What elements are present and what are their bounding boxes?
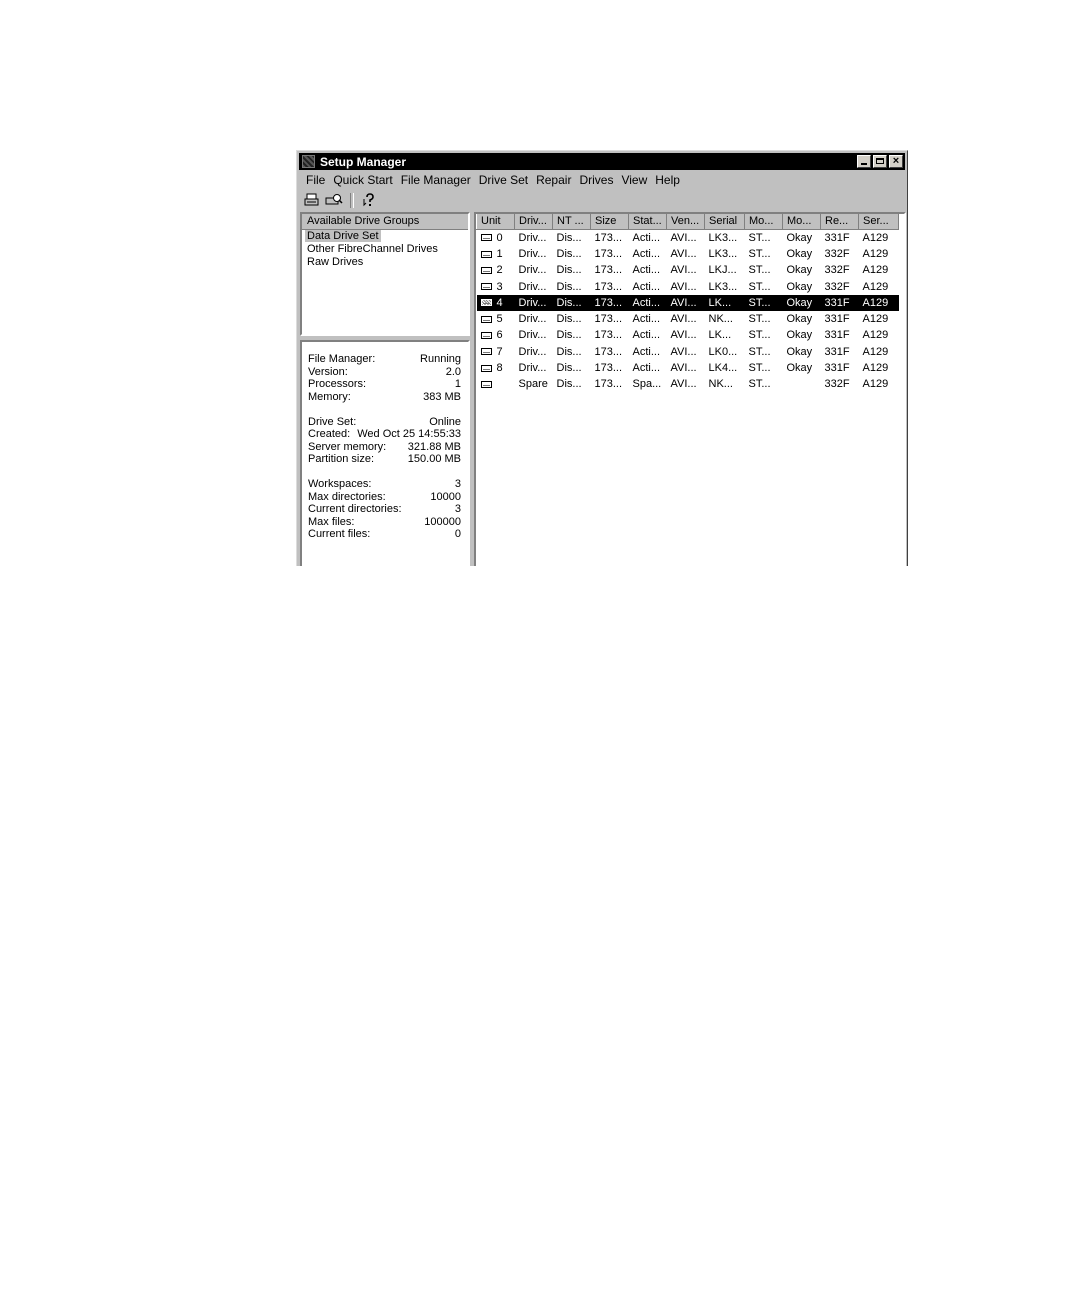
drive-row[interactable]: [477, 246, 899, 262]
drive-cell: Dis...: [556, 329, 582, 342]
drive-cell: 331F: [824, 313, 850, 326]
drive-unit-cell: [477, 327, 515, 343]
drive-cell: LK...: [705, 295, 745, 311]
drive-cell: A129: [862, 313, 889, 326]
drive-cell: 331F: [824, 345, 850, 358]
drive-icon: [481, 299, 492, 306]
menu-file[interactable]: [303, 173, 330, 189]
info-label: Processors:: [308, 378, 367, 390]
drive-cell: A129: [859, 295, 899, 311]
drive-cell: A129: [862, 264, 889, 277]
drive-cell: AVI...: [667, 295, 705, 311]
menu-label: Help: [655, 173, 680, 187]
drive-cell: AVI...: [670, 231, 697, 244]
column-header[interactable]: Re...: [821, 214, 859, 229]
drive-cell: Driv...: [518, 247, 547, 260]
drives-list-pane: [474, 212, 906, 566]
drive-cell: Okay: [786, 231, 813, 244]
drive-cell: LK3...: [708, 247, 738, 260]
drive-unit-cell: [477, 311, 515, 327]
column-header[interactable]: Unit: [477, 214, 515, 229]
drive-cell: Driv...: [518, 329, 547, 342]
menu-repair[interactable]: [533, 173, 576, 189]
info-value: 383 MB: [423, 390, 461, 403]
info-value: Running: [420, 353, 461, 365]
toolbar: [303, 191, 379, 209]
info-value: Wed Oct 25 14:55:33: [357, 428, 461, 440]
drive-cell: 173...: [594, 313, 623, 326]
drive-row[interactable]: [477, 262, 899, 278]
info-value: 0: [454, 528, 461, 540]
info-spacer: [308, 403, 461, 416]
info-row: [308, 503, 461, 516]
info-label: Drive Set:: [308, 415, 357, 428]
info-value: Online: [429, 415, 461, 428]
info-row: [308, 453, 461, 466]
help-pointer-icon[interactable]: [361, 192, 379, 208]
drive-cell: ST...: [748, 280, 771, 293]
drive-unit-label: 4: [496, 296, 503, 309]
menu-label: File: [306, 173, 326, 187]
drive-cell: AVI...: [670, 247, 697, 260]
drive-cell: 331F: [821, 295, 859, 311]
column-header[interactable]: Mo...: [783, 214, 821, 229]
drive-cell: Okay: [783, 295, 821, 311]
column-header[interactable]: Size: [591, 214, 629, 229]
menu-label: View: [621, 173, 648, 187]
drive-cell: Dis...: [556, 231, 582, 244]
drive-cell: Okay: [786, 313, 813, 326]
info-label: Version:: [308, 365, 348, 378]
drive-cell: LKJ...: [708, 264, 737, 277]
drive-cell: 173...: [594, 329, 623, 342]
drive-unit-label: 7: [496, 345, 503, 358]
drive-cell: LK0...: [708, 345, 738, 358]
drive-unit-cell: [477, 344, 515, 360]
drive-unit-label: 0: [496, 231, 503, 244]
drive-cell: Driv...: [518, 280, 547, 293]
drive-cell: Driv...: [515, 295, 553, 311]
drive-cell: Okay: [786, 345, 813, 358]
drive-cell: 331F: [824, 231, 850, 244]
drive-unit-cell: [477, 229, 515, 246]
drive-cell: 173...: [591, 295, 629, 311]
drive-cell: NK...: [708, 313, 733, 326]
info-value: 100000: [424, 515, 461, 528]
drive-row[interactable]: [477, 344, 899, 360]
info-row: [308, 516, 461, 529]
menu-bar: [303, 173, 685, 189]
drive-cell: Acti...: [632, 280, 661, 293]
column-header[interactable]: Ven...: [667, 214, 705, 229]
drive-cell: LK3...: [708, 231, 738, 244]
drive-cell: A129: [862, 345, 889, 358]
drive-cell: Spare: [518, 378, 548, 391]
drive-cell: A129: [862, 329, 889, 342]
drive-groups-pane: [300, 212, 470, 336]
drives-table: [476, 214, 899, 392]
drive-icon: [481, 267, 492, 274]
drive-cell: Acti...: [632, 264, 661, 277]
drive-cell: ST...: [748, 231, 771, 244]
drive-unit-label: 2: [496, 264, 503, 277]
column-header[interactable]: Stat...: [629, 214, 667, 229]
info-label: Max directories:: [308, 490, 386, 503]
drive-groups-list: [305, 230, 468, 269]
info-label: Workspaces:: [308, 478, 372, 490]
column-header[interactable]: Driv...: [515, 214, 553, 229]
drive-cell: 173...: [594, 378, 623, 391]
drive-cell: LK4...: [708, 362, 738, 375]
drive-cell: Okay: [786, 280, 813, 293]
drive-cell: 173...: [594, 231, 623, 244]
drive-unit-cell: [477, 246, 515, 262]
drive-cell: Acti...: [629, 295, 667, 311]
info-label: File Manager:: [308, 353, 376, 365]
drive-group-item[interactable]: [305, 243, 468, 256]
drive-cell: LK...: [708, 329, 732, 342]
drive-cell: ST...: [748, 264, 771, 277]
drive-cell: ST...: [748, 345, 771, 358]
menu-quick-start[interactable]: [330, 173, 397, 189]
drive-row[interactable]: [477, 360, 899, 376]
drive-unit-cell: [477, 295, 515, 311]
drive-cell: Dis...: [556, 247, 582, 260]
info-row: [308, 353, 461, 366]
drive-icon: [481, 283, 492, 290]
drive-cell: AVI...: [670, 264, 697, 277]
menu-drives[interactable]: [576, 173, 618, 189]
column-header[interactable]: Mo...: [745, 214, 783, 229]
info-label: Current files:: [308, 528, 371, 540]
drive-cell: Dis...: [556, 378, 582, 391]
drive-cell: A129: [862, 362, 889, 375]
drive-cell: Acti...: [632, 345, 661, 358]
drive-icon: [481, 332, 492, 339]
info-row: [308, 366, 461, 379]
drive-unit-cell: [477, 360, 515, 376]
info-label: Server memory:: [308, 440, 387, 453]
drive-cell: Driv...: [518, 231, 547, 244]
info-label: Memory:: [308, 390, 351, 403]
drive-cell: A129: [862, 231, 889, 244]
drive-unit-label: 8: [496, 362, 503, 375]
drive-cell: [783, 376, 821, 392]
drive-icon: [481, 348, 492, 355]
window-controls: [857, 155, 903, 168]
info-value: 321.88 MB: [407, 440, 461, 453]
drive-row[interactable]: [477, 295, 899, 311]
drive-cell: 331F: [824, 362, 850, 375]
drive-cell: ST...: [748, 329, 771, 342]
menu-view[interactable]: [618, 173, 652, 189]
drive-row[interactable]: [477, 311, 899, 327]
drive-cell: 332F: [824, 247, 850, 260]
drive-cell: Acti...: [632, 329, 661, 342]
column-header[interactable]: NT ...: [553, 214, 591, 229]
drive-cell: Acti...: [632, 231, 661, 244]
drive-icon: [481, 316, 492, 323]
menu-help[interactable]: [652, 173, 685, 189]
drive-icon: [481, 234, 492, 241]
drive-cell: Driv...: [518, 345, 547, 358]
drive-cell: AVI...: [670, 280, 697, 293]
drive-cell: NK...: [708, 378, 733, 391]
drive-cell: ST...: [748, 378, 771, 391]
drive-cell: A129: [862, 378, 889, 391]
drive-unit-label: 5: [496, 313, 503, 326]
drive-icon: [481, 251, 492, 258]
info-row: [308, 441, 461, 454]
info-label: Current directories:: [308, 503, 402, 515]
drive-cell: 173...: [594, 345, 623, 358]
app-icon: [302, 155, 315, 168]
drive-cell: Acti...: [632, 313, 661, 326]
drive-cell: A129: [862, 280, 889, 293]
drive-cell: Dis...: [553, 295, 591, 311]
drive-cell: Dis...: [556, 362, 582, 375]
info-label: Created:: [308, 428, 351, 440]
menu-file-manager[interactable]: [398, 173, 476, 189]
minimize-button[interactable]: [857, 155, 871, 168]
drive-row[interactable]: [477, 278, 899, 294]
info-row: [308, 378, 461, 391]
info-spacer: [308, 466, 461, 479]
drive-unit-cell: [477, 262, 515, 278]
drive-unit-cell: [477, 278, 515, 294]
window-title: Setup Manager: [320, 155, 407, 169]
drive-unit-cell: [477, 376, 515, 392]
print-preview-icon[interactable]: [325, 192, 343, 208]
drive-group-label: Other FibreChannel Drives: [307, 243, 438, 255]
drive-row[interactable]: [477, 229, 899, 246]
drive-set-info-pane: [300, 340, 470, 566]
drive-group-label: Raw Drives: [307, 256, 364, 268]
close-button[interactable]: ×: [889, 155, 903, 168]
drive-cell: ST...: [748, 362, 771, 375]
drive-unit-label: 3: [496, 280, 503, 293]
drive-unit-label: 1: [496, 247, 503, 260]
drive-cell: AVI...: [670, 362, 697, 375]
drive-cell: 331F: [824, 329, 850, 342]
menu-label: Drive Set: [478, 173, 529, 187]
drive-cell: 332F: [824, 264, 850, 277]
info-value: 3: [454, 503, 461, 515]
drive-cell: ST...: [748, 247, 771, 260]
print-icon[interactable]: [303, 192, 321, 208]
info-row: [308, 491, 461, 504]
drive-cell: AVI...: [670, 329, 697, 342]
drive-cell: Dis...: [556, 264, 582, 277]
toolbar-separator: [350, 193, 354, 208]
drive-cell: Dis...: [556, 280, 582, 293]
drive-cell: LK3...: [708, 280, 738, 293]
drive-group-item[interactable]: [305, 230, 468, 243]
setup-manager-window: [296, 150, 908, 566]
drive-unit-label: 6: [496, 329, 503, 342]
drive-cell: ST...: [748, 313, 771, 326]
column-header[interactable]: Ser...: [859, 214, 899, 229]
maximize-button[interactable]: [873, 155, 887, 168]
drive-cell: Okay: [786, 362, 813, 375]
drive-icon: [481, 381, 492, 388]
drive-cell: AVI...: [670, 345, 697, 358]
drive-cell: AVI...: [670, 313, 697, 326]
drive-cell: 173...: [594, 280, 623, 293]
info-row: [308, 428, 461, 441]
info-row: [308, 416, 461, 429]
info-value: 3: [454, 478, 461, 490]
drive-cell: ST...: [745, 295, 783, 311]
drive-cell: A129: [862, 247, 889, 260]
drive-cell: 332F: [824, 280, 850, 293]
drive-cell: Driv...: [518, 362, 547, 375]
info-row: [308, 391, 461, 404]
info-value: 2.0: [445, 365, 461, 378]
drive-cell: Acti...: [632, 362, 661, 375]
menu-label: Repair: [536, 173, 572, 187]
info-value: 1: [454, 378, 461, 390]
drive-cell: Okay: [786, 247, 813, 260]
drive-cell: 173...: [594, 247, 623, 260]
drive-cell: 173...: [594, 264, 623, 277]
drive-cell: Dis...: [556, 313, 582, 326]
drive-cell: Driv...: [518, 264, 547, 277]
drive-cell: Dis...: [556, 345, 582, 358]
menu-label: File Manager: [400, 173, 471, 187]
drive-cell: AVI...: [670, 378, 697, 391]
title-bar[interactable]: [299, 153, 905, 170]
info-row: [308, 478, 461, 491]
menu-label: Drives: [579, 173, 614, 187]
drive-cell: Acti...: [632, 247, 661, 260]
column-header[interactable]: Serial: [705, 214, 745, 229]
drive-cell: Okay: [786, 329, 813, 342]
drive-row[interactable]: [477, 376, 899, 392]
drive-cell: 173...: [594, 362, 623, 375]
menu-label: Quick Start: [333, 173, 393, 187]
drive-icon: [481, 365, 492, 372]
drive-row[interactable]: [477, 327, 899, 343]
info-label: Partition size:: [308, 453, 375, 465]
drive-group-label: Data Drive Set: [307, 230, 379, 242]
info-row: [308, 528, 461, 541]
drive-cell: Spa...: [632, 378, 662, 391]
drive-group-item[interactable]: [305, 256, 468, 269]
drive-cell: 332F: [824, 378, 850, 391]
info-label: Max files:: [308, 515, 355, 528]
info-value: 150.00 MB: [407, 453, 461, 465]
info-value: 10000: [430, 490, 461, 503]
drive-cell: Okay: [786, 264, 813, 277]
drive-groups-header[interactable]: Available Drive Groups: [302, 214, 468, 230]
drive-cell: Driv...: [518, 313, 547, 326]
menu-drive-set[interactable]: [476, 173, 533, 189]
